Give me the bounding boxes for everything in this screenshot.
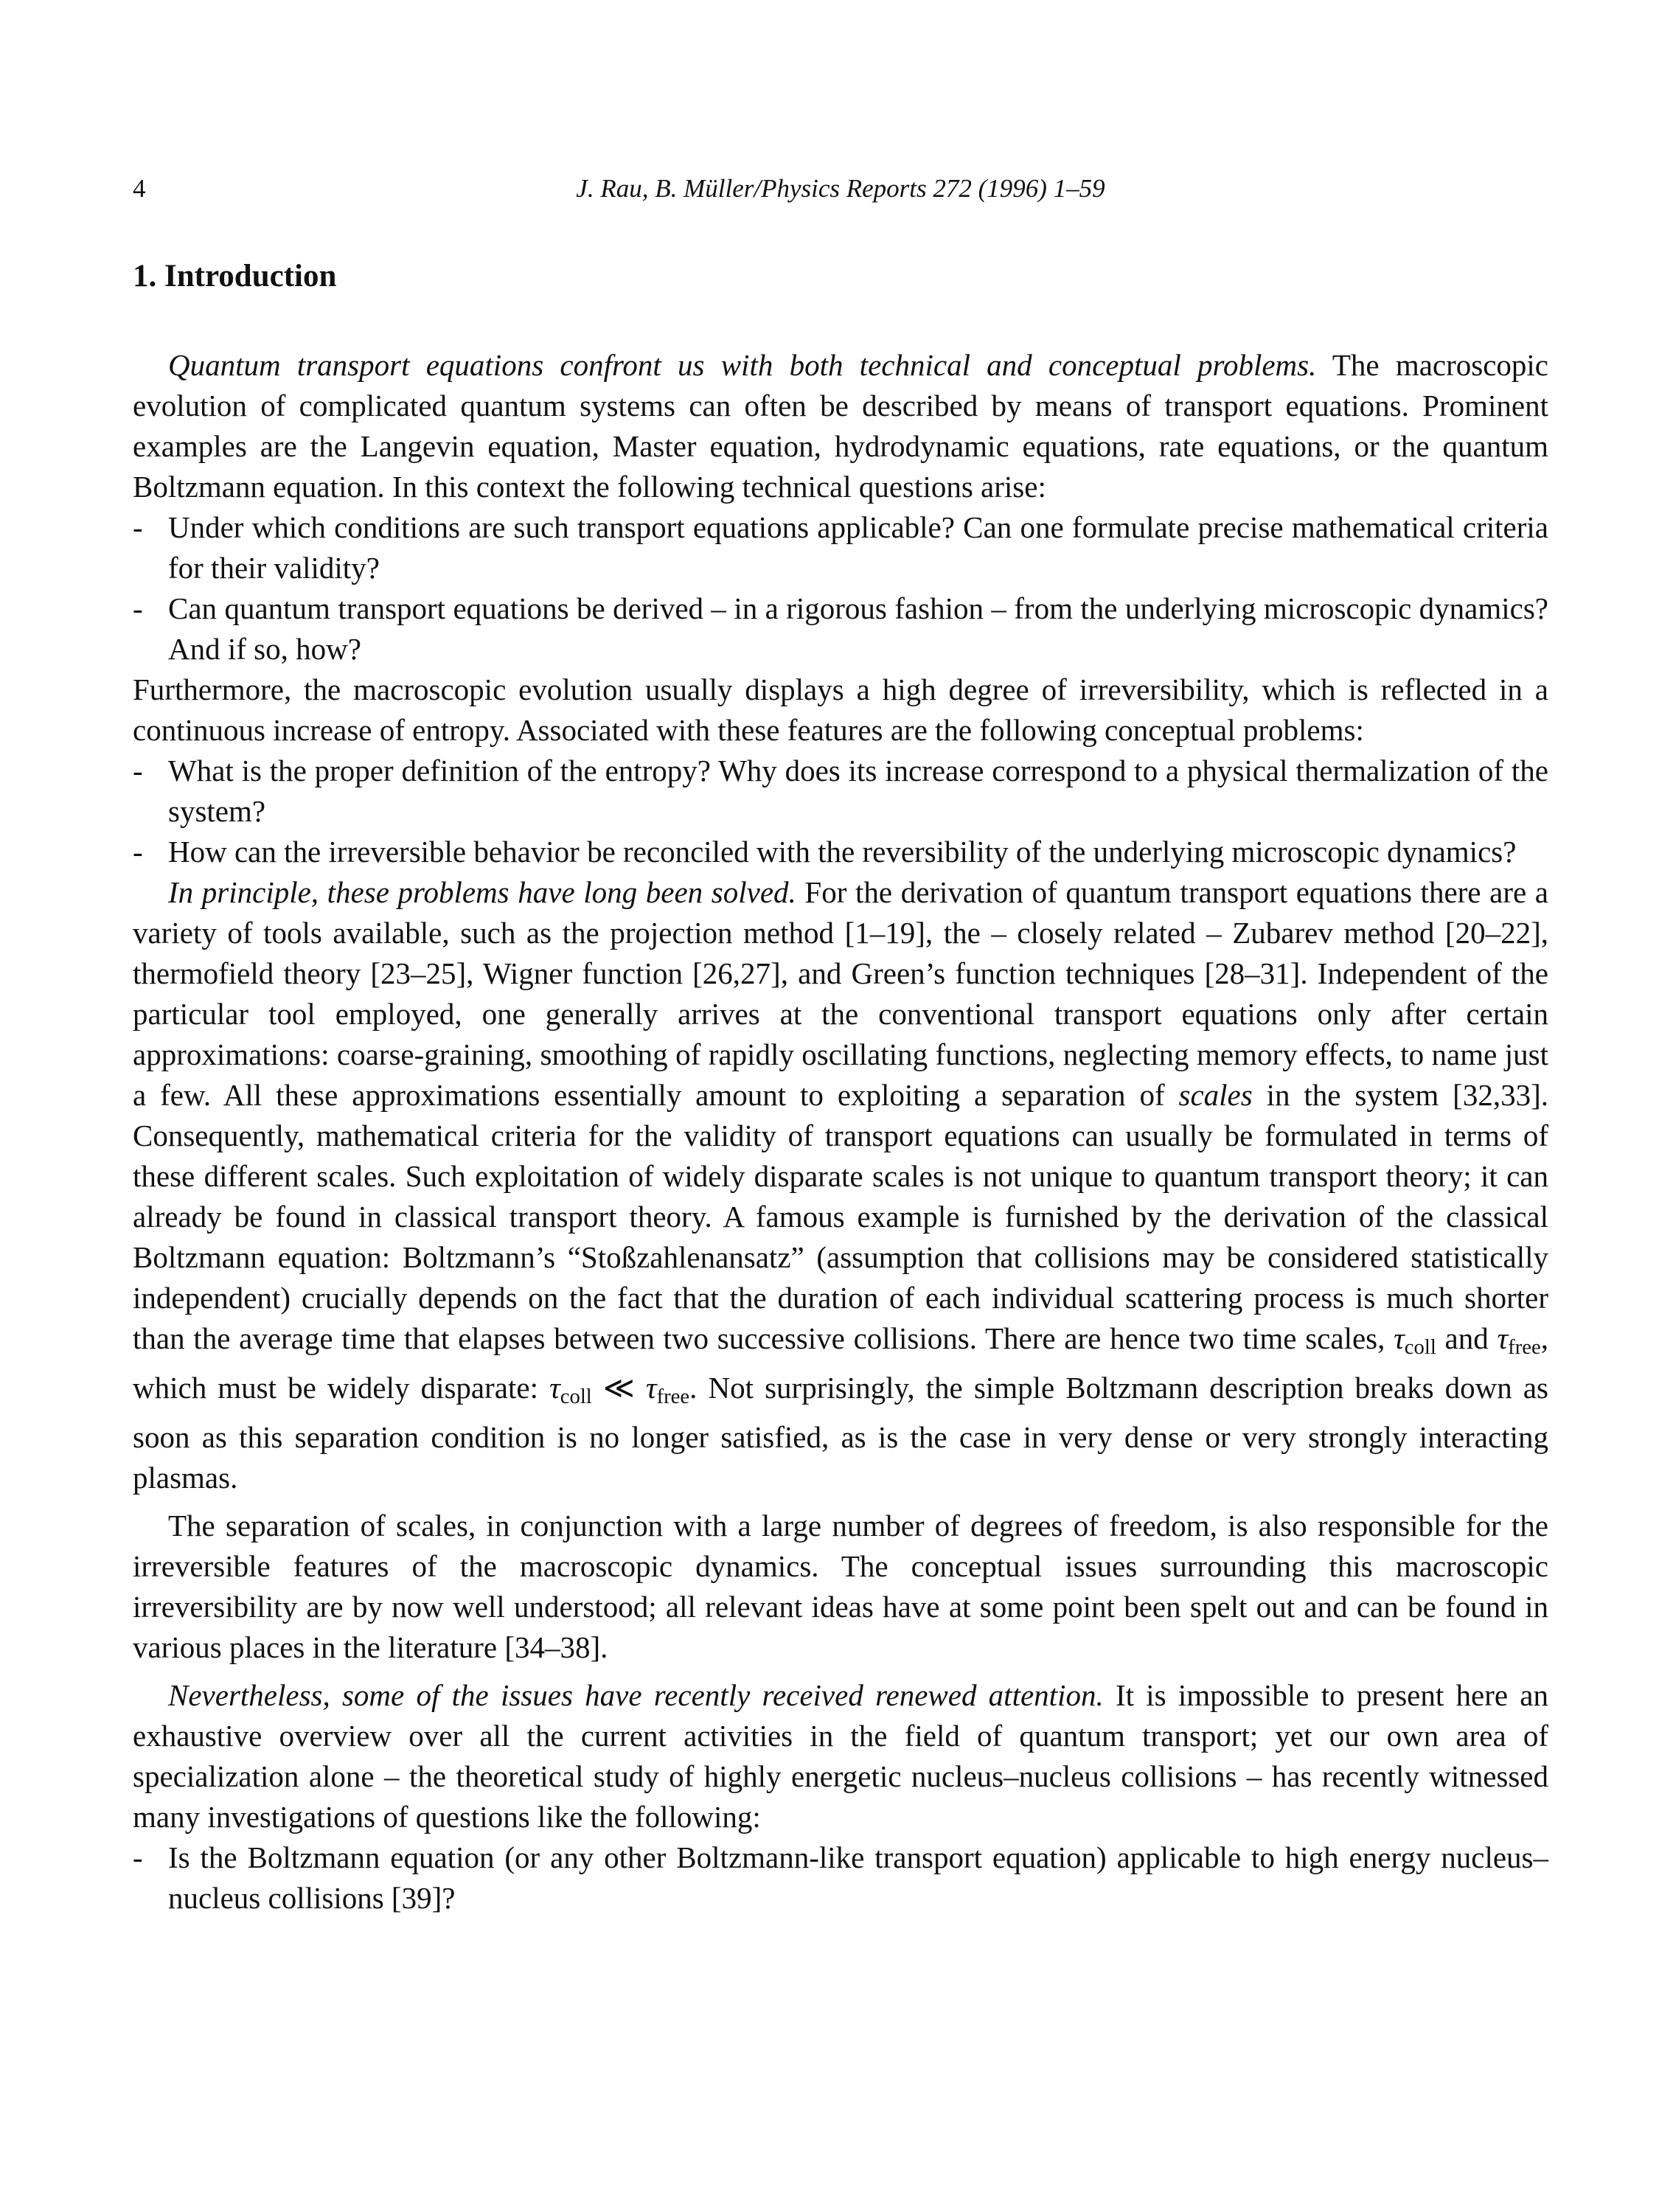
subscript-coll: coll bbox=[560, 1385, 592, 1409]
list-item bbox=[133, 507, 1548, 588]
paragraph-3-lead: In principle, these problems have long been solved. bbox=[168, 875, 796, 909]
conceptual-problems-list bbox=[133, 751, 1548, 872]
section-title: 1. Introduction bbox=[133, 259, 337, 293]
paragraph-5-lead: Nevertheless, some of the issues have recently received renewed attention. bbox=[168, 1678, 1104, 1713]
paragraph-1 bbox=[133, 345, 1548, 507]
list-item-text: Is the Boltzmann equation (or any other Boltzmann-like transport equation) applicable to high energy nucleus–nucleus collisions [39]? bbox=[168, 1840, 1548, 1916]
paragraph-2: Furthermore, the macroscopic evolution usually displays a high degree of irreversibility, which is reflected in a continuous increase of entropy. Associated with these features are the following conceptual problems: bbox=[133, 672, 1548, 747]
paragraph-3-text-a: For the derivation of quantum transport equations there are a variety of tools available, such as the projection method [1–19], the – closely related – Zubarev method [20–22], thermofield theory [23–25], Wigner function [26,27], and Green’s function techniques [28–31]. Independent of the particular tool employed, one generally arrives at the conventional transport equations only after certain approximations: coarse-graining, smoothing of rapidly oscillating functions, neglecting memory effects, to name just a few. All these approximations essentially amount to exploiting a separation of bbox=[133, 875, 1548, 1112]
tau-symbol: τ bbox=[645, 1371, 657, 1405]
list-item-text: Under which conditions are such transport equations applicable? Can one formulate precise mathematical criteria for their validity? bbox=[168, 510, 1548, 585]
list-item bbox=[133, 1837, 1548, 1919]
paragraph-3 bbox=[133, 872, 1548, 1498]
paragraph-1-lead: Quantum transport equations confront us with both technical and conceptual problems. bbox=[168, 348, 1317, 382]
paragraph-5-text: It is impossible to present here an exhaustive overview over all the current activities in the field of quantum transport; yet our own area of specialization alone – the theoretical study of highly energetic nucleus–nucleus collisions – has recently witnessed many investigations of questions like the following: bbox=[133, 1678, 1548, 1834]
list-dash: - bbox=[133, 510, 143, 544]
paragraph-3-text-d: . Not surprisingly, the simple Boltzmann description breaks down as soon as this separation condition is no longer satisfied, as is the case in very dense or very strongly interacting plasmas. bbox=[133, 1371, 1548, 1495]
list-item-text: Can quantum transport equations be derived – in a rigorous fashion – from the underlying microscopic dynamics? And if so, how? bbox=[168, 591, 1548, 666]
technical-questions-list bbox=[133, 507, 1548, 669]
list-item-text: What is the proper definition of the entropy? Why does its increase correspond to a physical thermalization of the system? bbox=[168, 754, 1548, 828]
paragraph-3-text-b: in the system [32,33]. Consequently, mathematical criteria for the validity of transport equations can usually be formulated in terms of these different scales. Such exploitation of widely disparate scales is not unique to quantum transport theory; it can already be found in classical transport theory. A famous example is furnished by the derivation of the classical Boltzmann equation: Boltzmann’s “Stoßzahlenansatz” (assumption that collisions may be considered statistically independent) crucially depends on the fact that the duration of each individual scattering process is much shorter than the average time that elapses between two successive collisions. There are hence two time scales, bbox=[133, 1078, 1548, 1355]
list-dash: - bbox=[133, 754, 143, 787]
tau-symbol: τ bbox=[1497, 1321, 1509, 1355]
list-item bbox=[133, 832, 1548, 872]
list-dash: - bbox=[133, 1840, 143, 1875]
paragraph-4: The separation of scales, in conjunction with a large number of degrees of freedom, is also responsible for the irreversible features of the macroscopic dynamics. The conceptual issues surrounding this macroscopic irreversibility are by now well understood; all relevant ideas have at some point been spelt out and can be found in various places in the literature [34–38]. bbox=[133, 1509, 1548, 1665]
subscript-free: free bbox=[656, 1385, 690, 1409]
page-number: 4 bbox=[133, 174, 146, 203]
conjunction: and bbox=[1436, 1321, 1498, 1355]
tau-symbol: τ bbox=[1394, 1321, 1405, 1355]
running-head bbox=[133, 174, 1548, 211]
list-dash: - bbox=[133, 835, 143, 869]
scales-emphasis: scales bbox=[1178, 1078, 1253, 1112]
journal-reference: J. Rau, B. Müller/Physics Reports 272 (1996) 1–59 bbox=[576, 174, 1105, 203]
list-item bbox=[133, 751, 1548, 832]
list-item-text: How can the irreversible behavior be reconciled with the reversibility of the underlying microscopic dynamics? bbox=[168, 835, 1517, 869]
paragraph-3-text-c: , which must be widely disparate: bbox=[133, 1321, 1548, 1405]
investigation-questions-list bbox=[133, 1837, 1548, 1919]
much-less-than: ≪ bbox=[591, 1371, 646, 1405]
list-dash: - bbox=[133, 591, 143, 625]
tau-symbol: τ bbox=[549, 1371, 560, 1405]
body-text bbox=[133, 345, 1548, 1919]
paragraph-1-text: The macroscopic evolution of complicated quantum systems can often be described by means of transport equations. Prominent examples are the Langevin equation, Master equation, hydrodynamic equations, rate equations, or the quantum Boltzmann equation. In this context the following technical questions arise: bbox=[133, 348, 1549, 504]
paragraph-5 bbox=[133, 1675, 1548, 1837]
subscript-coll: coll bbox=[1404, 1335, 1436, 1360]
subscript-free: free bbox=[1508, 1335, 1541, 1360]
list-item bbox=[133, 588, 1548, 669]
